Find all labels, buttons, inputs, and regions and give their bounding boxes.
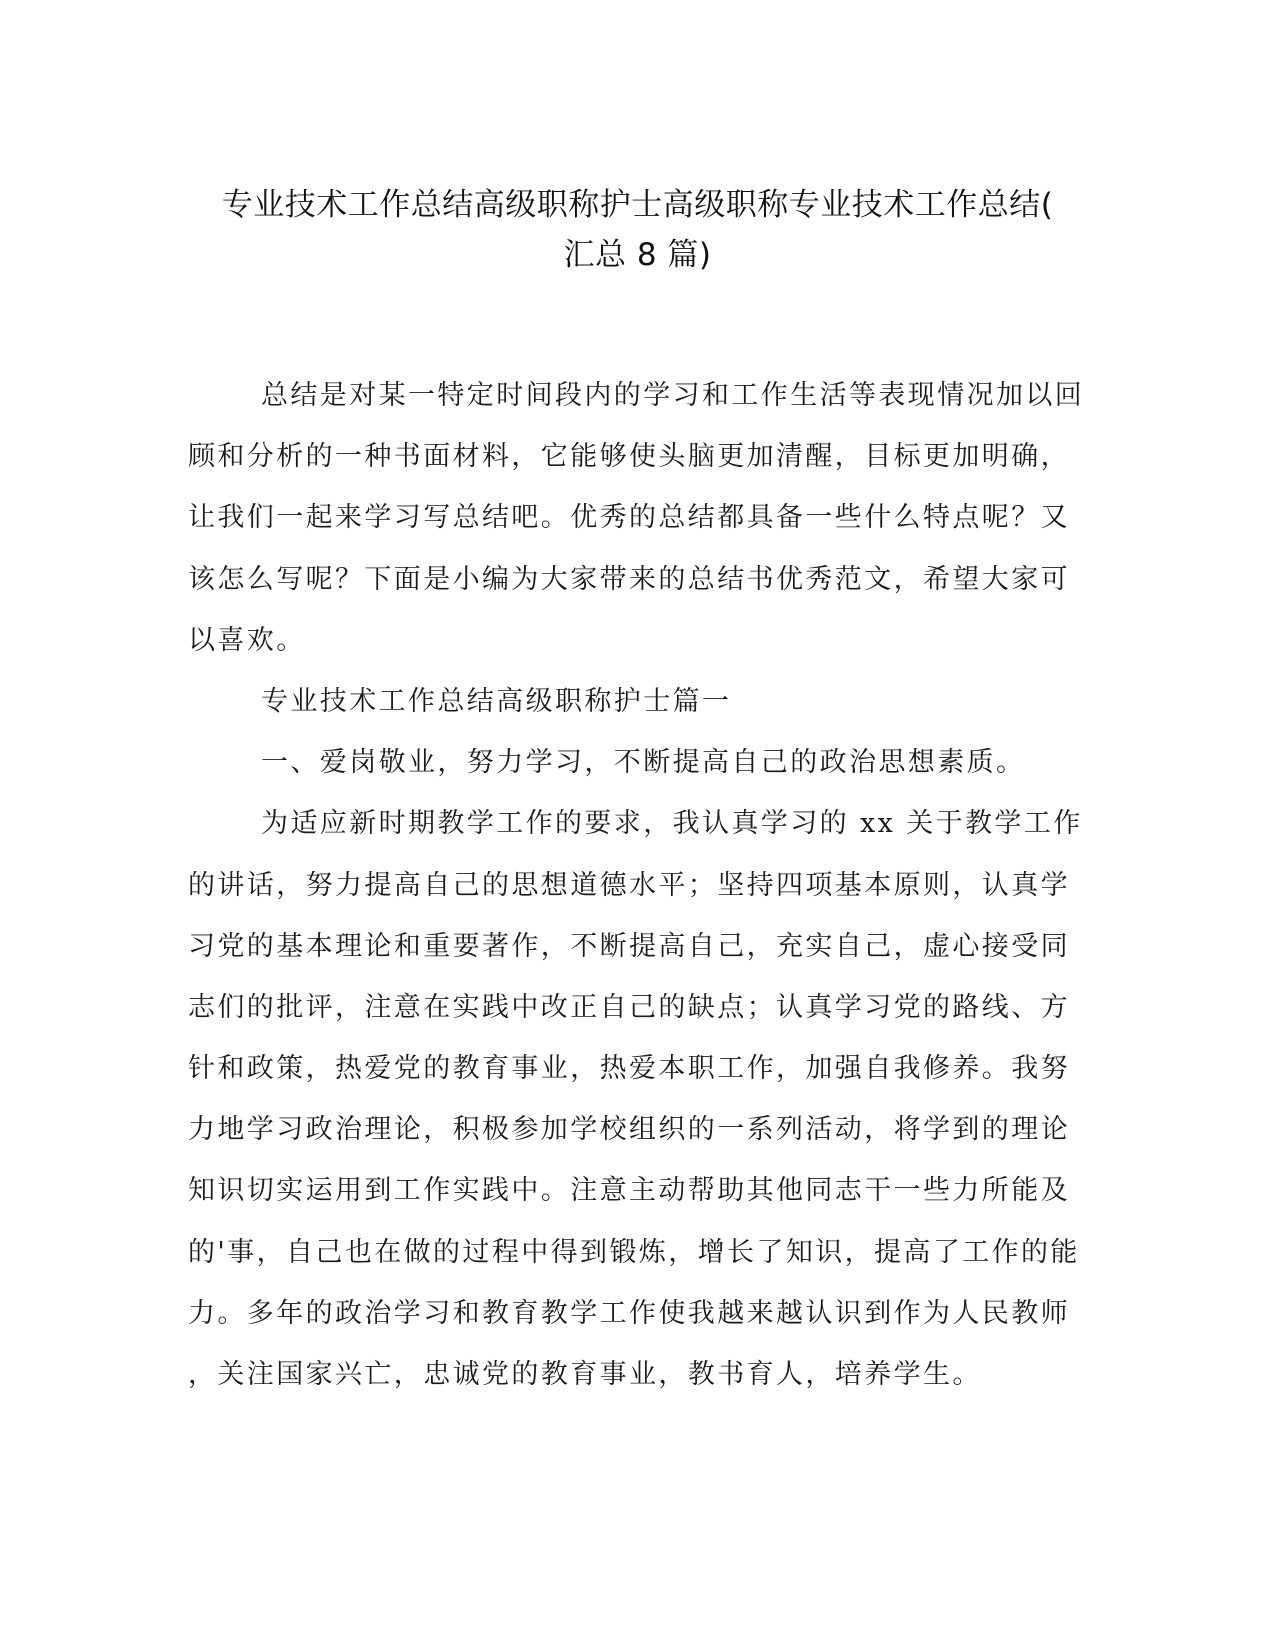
title-line-1: 专业技术工作总结高级职称护士高级职称专业技术工作总结( [221, 187, 1054, 223]
document-body [188, 365, 1085, 1405]
body-line: 让我们一起来学习写总结吧。优秀的总结都具备一些什么特点呢？又 [188, 502, 1070, 534]
body-line: 志们的批评，注意在实践中改正自己的缺点；认真学习党的路线、方 [188, 991, 1070, 1023]
body-line: 知识切实运用到工作实践中。注意主动帮助其他同志干一些力所能及 [188, 1175, 1070, 1207]
body-line: 总结是对某一特定时间段内的学习和工作生活等表现情况加以回 [261, 380, 1085, 411]
title-line-2: 汇总 8 篇) [563, 237, 712, 273]
body-line: 为适应新时期教学工作的要求，我认真学习的 xx 关于教学工作 [261, 808, 1083, 840]
body-line: 的'事，自己也在做的过程中得到锻炼，增长了知识，提高了工作的能 [188, 1236, 1080, 1268]
body-line: 习党的基本理论和重要著作，不断提高自己，充实自己，虚心接受同 [188, 930, 1070, 962]
body-line: ，关注国家兴亡，忠诚党的教育事业，教书育人，培养学生。 [188, 1359, 982, 1390]
body-line: 力地学习政治理论，积极参加学校组织的一系列活动，将学到的理论 [188, 1114, 1070, 1146]
body-line: 的讲话，努力提高自己的思想道德水平；坚持四项基本原则，认真学 [188, 869, 1070, 901]
subsection-heading: 一、爱岗敬业，努力学习，不断提高自己的政治思想素质。 [261, 747, 1026, 779]
body-line: 力。多年的政治学习和教育教学工作使我越来越认识到作为人民教师 [188, 1297, 1070, 1329]
body-line: 针和政策，热爱党的教育事业，热爱本职工作，加强自我修养。我努 [188, 1053, 1070, 1085]
body-line: 该怎么写呢？下面是小编为大家带来的总结书优秀范文，希望大家可 [188, 563, 1070, 595]
body-line: 以喜欢。 [188, 624, 306, 656]
document-title [140, 180, 1135, 280]
section-heading: 专业技术工作总结高级职称护士篇一 [261, 685, 732, 717]
body-line: 顾和分析的一种书面材料，它能够使头脑更加清醒，目标更加明确， [188, 441, 1070, 473]
